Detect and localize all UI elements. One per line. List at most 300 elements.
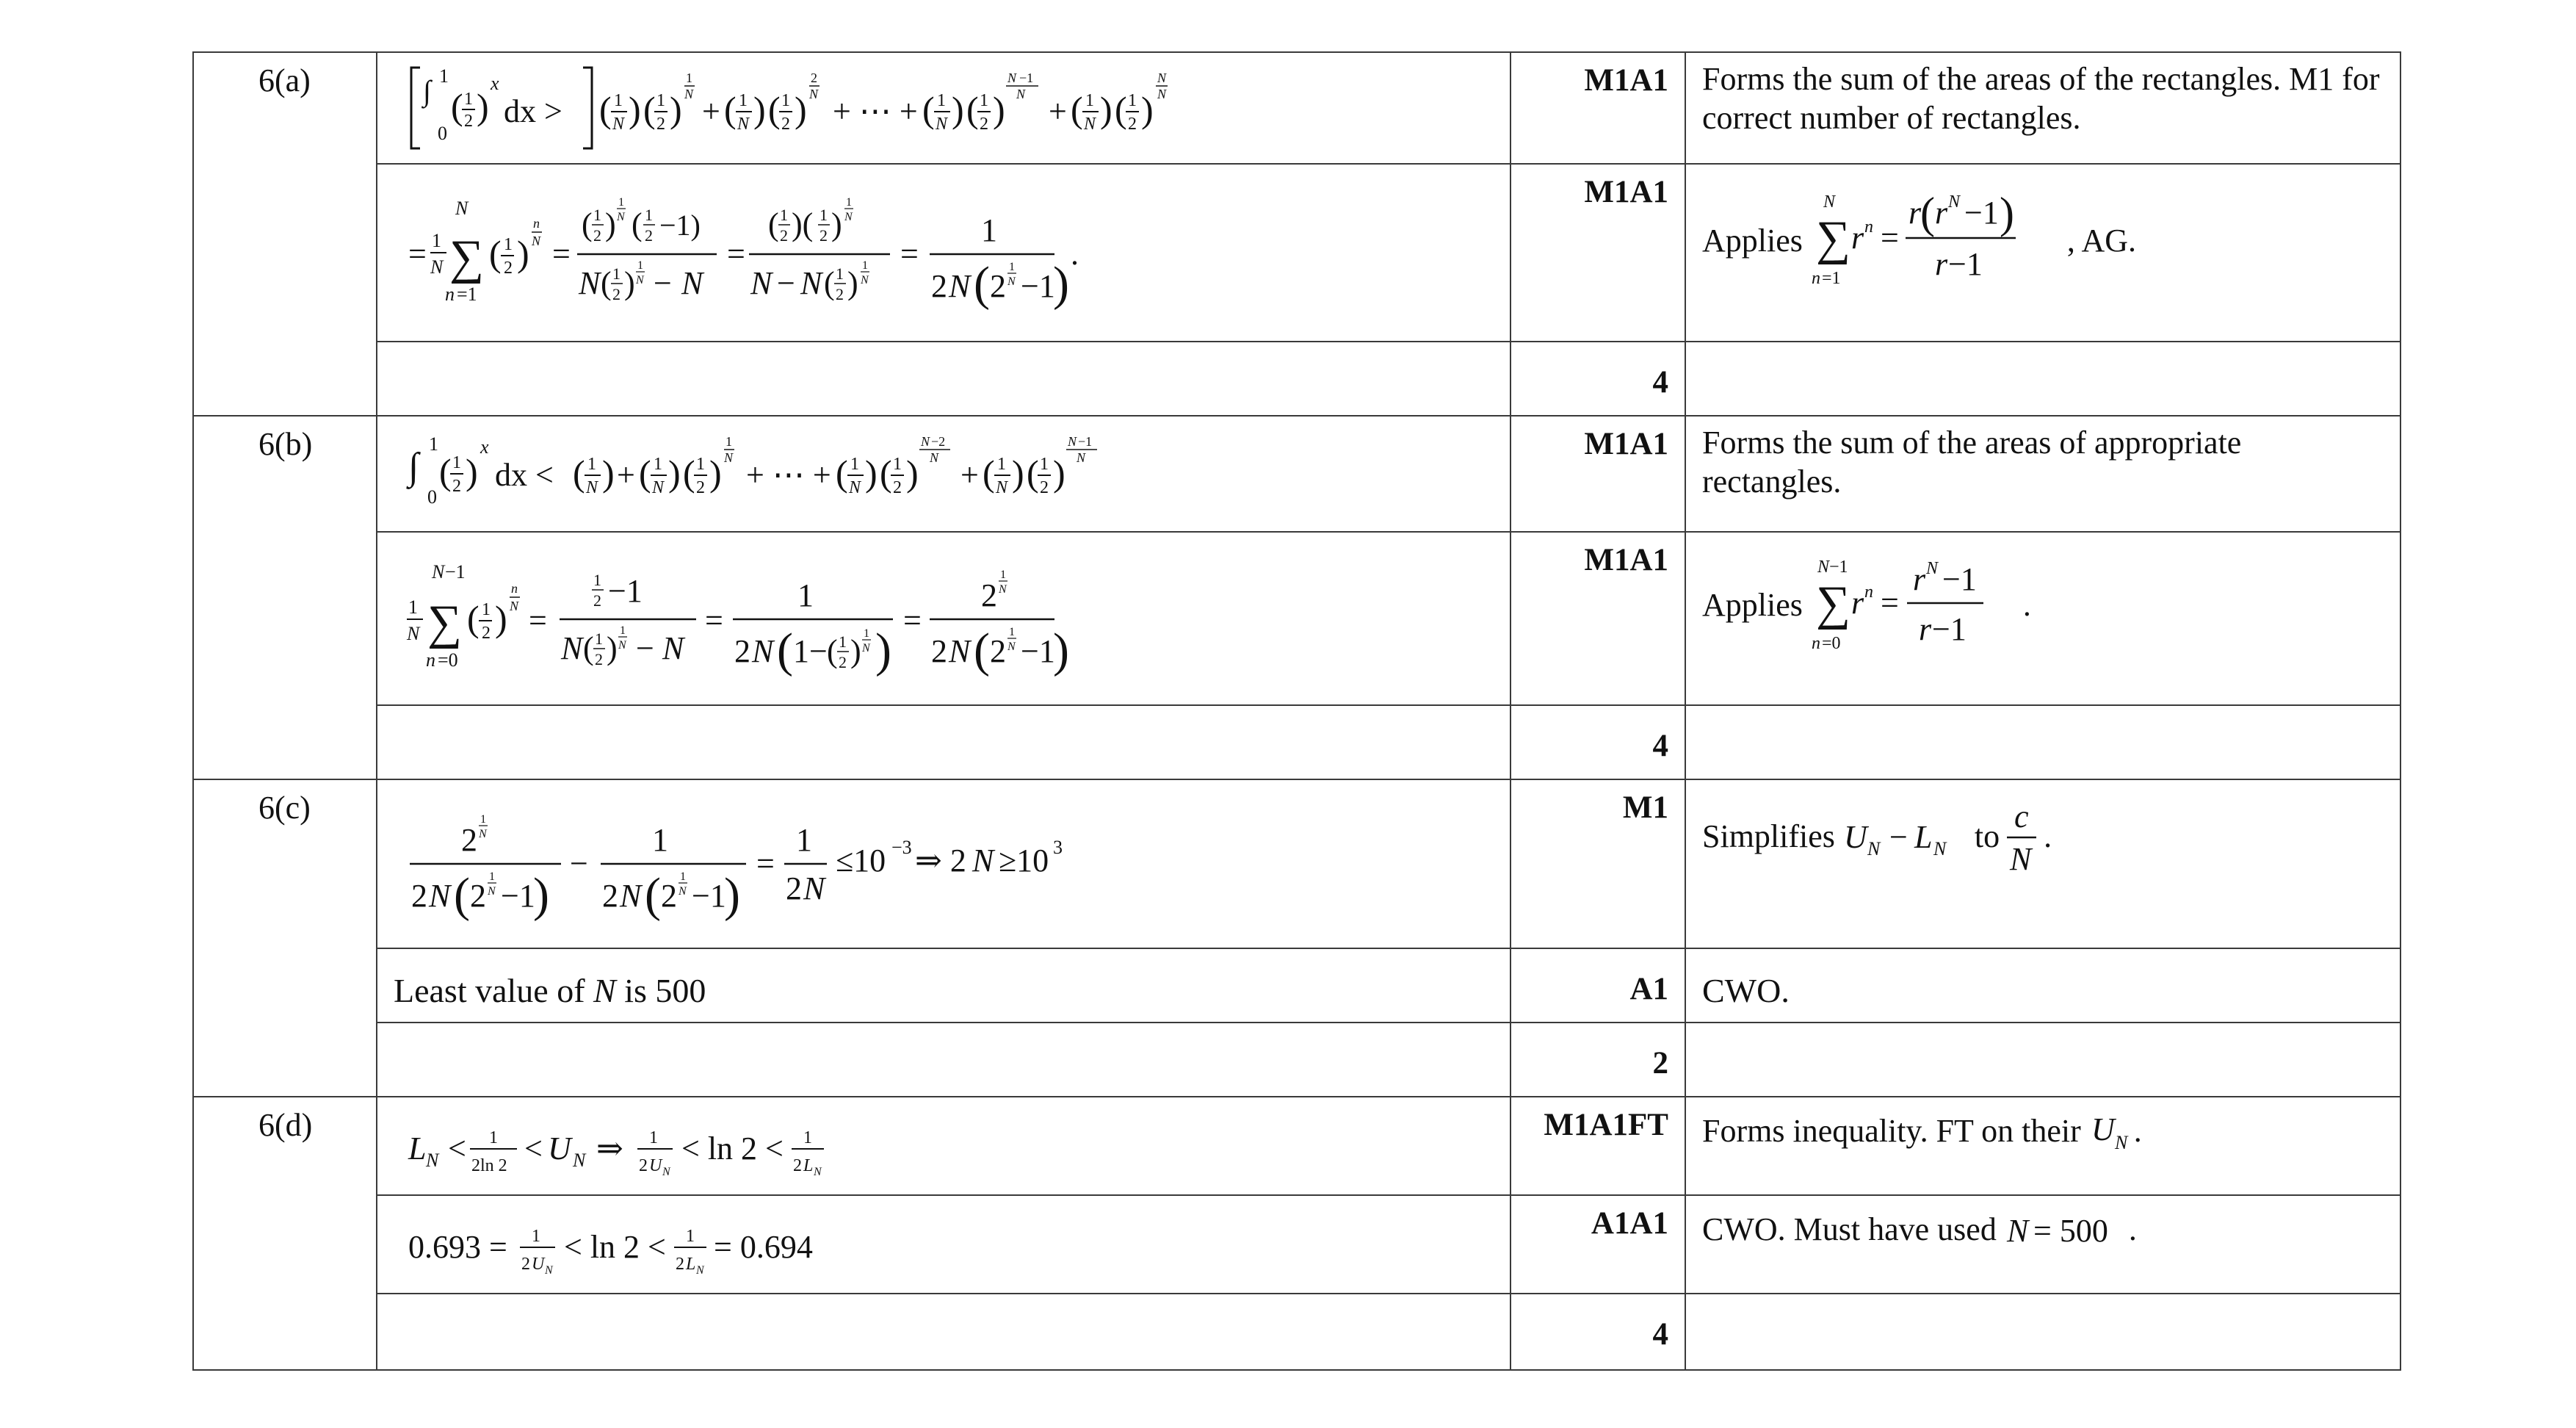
svg-text:U: U: [649, 1156, 662, 1175]
svg-text:): ): [1100, 89, 1112, 130]
svg-text:1: 1: [620, 624, 626, 637]
svg-text:2: 2: [639, 1156, 648, 1175]
svg-text:N: N: [930, 450, 939, 465]
svg-text:(: (: [824, 265, 835, 301]
guidance-cell: [1685, 1097, 2400, 1195]
table-row: [193, 1294, 2400, 1370]
svg-text:): ): [670, 89, 682, 130]
question-label: 6(d): [258, 1107, 313, 1143]
svg-text:1: 1: [1040, 455, 1049, 474]
svg-text:2: 2: [980, 115, 988, 134]
svg-text:1−: 1−: [793, 633, 828, 669]
svg-text:): ): [952, 89, 964, 130]
mark-cell: [1510, 948, 1685, 1023]
svg-text:r: r: [1850, 585, 1864, 621]
svg-text:∑: ∑: [1815, 212, 1850, 265]
svg-text:N: N: [972, 843, 994, 879]
svg-text:2: 2: [931, 268, 947, 304]
svg-text:2ln 2: 2ln 2: [471, 1156, 507, 1175]
svg-text:r: r: [1934, 195, 1948, 231]
mark-code: M1A1: [1584, 427, 1668, 461]
svg-text:< ln 2 <: < ln 2 <: [564, 1229, 666, 1265]
svg-text:(: (: [599, 89, 612, 130]
mark-cell: [1510, 1023, 1685, 1097]
answer-6a-sum-rectangles: [377, 53, 1510, 163]
svg-text:1: 1: [803, 1128, 812, 1147]
svg-text:N: N: [488, 885, 496, 898]
svg-text:1: 1: [836, 264, 844, 283]
svg-text:r: r: [1918, 611, 1932, 647]
svg-text:1: 1: [680, 870, 686, 883]
svg-text:N: N: [1007, 641, 1016, 653]
svg-text:n: n: [1864, 217, 1873, 237]
svg-text:2: 2: [452, 477, 461, 496]
svg-text:): ): [668, 452, 681, 494]
svg-text:1: 1: [480, 813, 486, 826]
svg-text:1: 1: [612, 264, 621, 283]
svg-text:N: N: [662, 1166, 670, 1178]
svg-text:N: N: [510, 599, 519, 613]
answer-cell: [377, 164, 1510, 342]
mark-cell: [1510, 705, 1685, 779]
svg-text:1: 1: [637, 259, 643, 272]
svg-text:∑: ∑: [1815, 577, 1850, 630]
svg-text:−1: −1: [445, 561, 466, 583]
svg-text:=: =: [903, 602, 922, 638]
answer-cell: [377, 1023, 1510, 1097]
svg-text:N: N: [936, 115, 948, 134]
svg-text:(: (: [1027, 452, 1039, 494]
svg-text:1: 1: [862, 259, 868, 272]
svg-text:(: (: [467, 598, 480, 639]
svg-text:1: 1: [820, 206, 828, 224]
answer-cell: [377, 948, 1510, 1023]
svg-text:2: 2: [602, 878, 618, 914]
svg-text:): ): [495, 598, 507, 639]
question-cell: [193, 779, 377, 1097]
svg-text:N: N: [803, 870, 825, 906]
svg-text:1: 1: [797, 577, 814, 613]
svg-text:2: 2: [793, 1156, 802, 1175]
svg-text:N: N: [737, 115, 750, 134]
svg-text:N: N: [1933, 838, 1947, 859]
svg-text:1: 1: [1009, 261, 1015, 273]
svg-text:(: (: [777, 624, 793, 677]
mark-cell: [1510, 342, 1685, 416]
svg-text:): ): [605, 206, 616, 242]
svg-text:N: N: [1925, 559, 1938, 578]
guidance-cell: [1685, 342, 2400, 416]
svg-text:N: N: [679, 885, 687, 898]
svg-text:1: 1: [997, 455, 1006, 474]
svg-text:N: N: [407, 623, 420, 644]
svg-text:N: N: [620, 878, 642, 914]
answer-6c-difference: [377, 780, 1510, 948]
svg-text:(: (: [880, 452, 892, 494]
svg-text:1: 1: [649, 1128, 658, 1147]
svg-text:1: 1: [850, 455, 859, 474]
c-over-n-fraction: [2000, 796, 2044, 877]
svg-text:<: <: [448, 1130, 466, 1166]
svg-text:∫: ∫: [423, 74, 431, 107]
svg-text:=: =: [529, 602, 547, 638]
svg-text:N: N: [561, 630, 583, 666]
svg-text:2: 2: [612, 285, 621, 303]
svg-text:U: U: [548, 1130, 571, 1166]
answer-6c-least-value: [377, 949, 1510, 1010]
guidance-prefix: Simplifies: [1702, 818, 1835, 854]
svg-text:): ): [831, 206, 842, 242]
svg-text:): ): [753, 89, 766, 130]
svg-text:2: 2: [676, 1255, 684, 1274]
svg-text:): ): [1053, 624, 1069, 677]
svg-text:): ): [709, 452, 722, 494]
svg-text:2: 2: [786, 870, 802, 906]
svg-text:x: x: [480, 436, 489, 458]
answer-cell: [377, 1097, 1510, 1195]
svg-text:(: (: [768, 206, 779, 242]
svg-text:r: r: [1912, 561, 1926, 597]
svg-text:1: 1: [408, 596, 418, 618]
svg-text:1: 1: [464, 90, 473, 109]
svg-text:(: (: [827, 633, 838, 669]
svg-text:2: 2: [595, 650, 603, 668]
svg-text:2: 2: [464, 112, 473, 131]
svg-text:N: N: [1077, 450, 1086, 465]
guidance-math: [1686, 780, 2400, 884]
svg-text:2: 2: [990, 633, 1006, 669]
svg-text:N: N: [1823, 192, 1835, 212]
svg-text:−1: −1: [1021, 268, 1055, 304]
svg-text:=1: =1: [457, 284, 477, 305]
svg-text:n: n: [533, 216, 540, 231]
svg-text:dx <: dx <: [495, 457, 554, 493]
svg-text:): ): [875, 624, 891, 677]
svg-text:): ): [1053, 452, 1066, 494]
svg-text:=: =: [1880, 220, 1899, 256]
svg-text:−1: −1: [1828, 558, 1848, 577]
svg-text:n: n: [445, 284, 455, 305]
svg-text:1: 1: [618, 196, 624, 209]
table-row: [193, 705, 2400, 779]
svg-text:≥10: ≥10: [999, 843, 1049, 879]
svg-text:2: 2: [839, 653, 847, 671]
svg-text:N: N: [455, 198, 468, 219]
svg-text:N: N: [573, 1150, 586, 1171]
guidance-math: [1686, 1196, 2400, 1261]
svg-text:N: N: [844, 211, 853, 223]
svg-text:(: (: [583, 630, 594, 666]
mark-code: M1A1FT: [1544, 1108, 1668, 1142]
mark-cell: [1510, 52, 1685, 164]
svg-text:2: 2: [696, 478, 705, 497]
svg-text:N: N: [752, 633, 774, 669]
svg-text:+ ⋯ +: + ⋯ +: [746, 457, 831, 493]
svg-text:1: 1: [504, 235, 513, 254]
question-label: 6(b): [258, 426, 313, 462]
table-row: [193, 52, 2400, 164]
svg-text:∫: ∫: [408, 446, 419, 488]
guidance-math: [1686, 533, 2400, 675]
guidance-cell: [1685, 1023, 2400, 1097]
table-row: [193, 342, 2400, 416]
guidance-suffix: .: [2133, 1112, 2142, 1149]
svg-text:≤10: ≤10: [836, 843, 886, 879]
guidance-suffix: .: [2044, 818, 2052, 854]
mark-cell: [1510, 532, 1685, 705]
guidance-cell: [1685, 948, 2400, 1023]
svg-text:∑: ∑: [449, 231, 485, 284]
svg-text:(: (: [724, 89, 737, 130]
svg-text:=0: =0: [438, 649, 458, 671]
svg-text:N: N: [618, 639, 626, 652]
svg-text:N: N: [1867, 838, 1881, 859]
svg-text:N: N: [681, 265, 703, 301]
svg-text:n: n: [1811, 269, 1820, 288]
svg-text:1: 1: [937, 91, 946, 110]
svg-text:L: L: [803, 1156, 814, 1175]
svg-text:1: 1: [614, 91, 623, 110]
svg-text:): ): [607, 630, 618, 666]
svg-text:r: r: [1850, 220, 1864, 256]
svg-text:c: c: [2014, 798, 2029, 834]
guidance-prefix: Applies: [1702, 222, 1803, 259]
svg-text:N: N: [1084, 115, 1096, 134]
svg-text:−: −: [777, 265, 795, 301]
svg-text:2: 2: [780, 226, 788, 245]
svg-text:1: 1: [595, 630, 603, 648]
svg-text:N: N: [809, 87, 819, 101]
svg-text:(: (: [974, 257, 990, 311]
svg-text:(: (: [1920, 189, 1935, 237]
svg-text:2: 2: [893, 478, 902, 497]
svg-text:(: (: [451, 86, 463, 127]
total-marks: 2: [1652, 1046, 1668, 1081]
mark-cell: [1510, 416, 1685, 532]
svg-text:2: 2: [593, 226, 601, 245]
guidance-text: CWO.: [1702, 972, 1790, 1009]
answer-6d-bounds: [377, 1196, 1510, 1291]
svg-text:N: N: [432, 561, 445, 583]
svg-text:L: L: [408, 1130, 427, 1166]
svg-text:−1: −1: [1078, 434, 1093, 449]
svg-text:): ): [466, 451, 478, 492]
svg-text:N: N: [429, 878, 451, 914]
guidance-cell: [1685, 1294, 2400, 1370]
svg-text:< ln 2 <: < ln 2 <: [681, 1130, 784, 1166]
svg-text:N: N: [2006, 1213, 2029, 1249]
svg-text:(: (: [922, 89, 935, 130]
svg-text:−1: −1: [1931, 611, 1967, 647]
svg-text:1: 1: [780, 206, 788, 224]
svg-text:N: N: [612, 115, 625, 134]
mark-code: M1A1: [1584, 63, 1668, 98]
mark-cell: [1510, 1097, 1685, 1195]
answer-6b-geometric-sum: [377, 533, 1510, 704]
mark-scheme-table: [192, 51, 2401, 1371]
guidance-math: [1686, 1097, 2400, 1162]
table-row: [193, 779, 2400, 948]
svg-text:=: =: [727, 236, 745, 272]
svg-text:2: 2: [521, 1255, 530, 1274]
svg-text:1: 1: [796, 822, 812, 858]
svg-text:N: N: [652, 478, 665, 497]
answer-cell: [377, 1294, 1510, 1370]
svg-text:(: (: [983, 452, 995, 494]
guidance-suffix: , AG.: [2066, 222, 2137, 259]
svg-text:2: 2: [411, 878, 427, 914]
answer-variable: N: [593, 972, 616, 1009]
svg-text:N: N: [724, 450, 734, 465]
svg-text:1: 1: [864, 627, 869, 640]
svg-text:−3: −3: [891, 837, 912, 858]
svg-text:N: N: [849, 478, 861, 497]
svg-text:1: 1: [645, 206, 653, 224]
table-row: [193, 948, 2400, 1023]
guidance-cell: [1685, 1195, 2400, 1294]
svg-text:U: U: [2091, 1111, 2115, 1147]
svg-text:1: 1: [652, 822, 668, 858]
answer-tail: is 500: [624, 972, 706, 1009]
svg-text:−1: −1: [1947, 246, 1983, 282]
svg-text:): ): [850, 633, 861, 669]
svg-text:0: 0: [427, 486, 437, 508]
svg-text:N: N: [1007, 275, 1016, 288]
svg-text:N: N: [999, 583, 1007, 596]
svg-text:N: N: [814, 1166, 822, 1178]
svg-text:N: N: [750, 265, 773, 301]
svg-text:N: N: [1817, 558, 1829, 577]
svg-text:N: N: [2010, 841, 2032, 877]
answer-cell: [377, 416, 1510, 532]
svg-text:=: =: [756, 845, 775, 881]
svg-text:−2: −2: [931, 434, 946, 449]
svg-text:): ): [724, 868, 740, 922]
svg-text:−: −: [1889, 819, 1908, 855]
mark-code: A1: [1629, 972, 1668, 1006]
guidance-mid: to: [1974, 818, 2000, 854]
svg-text:): ): [906, 452, 919, 494]
svg-text:): ): [1999, 189, 2014, 237]
table-row: [193, 532, 2400, 705]
svg-text:(: (: [645, 868, 661, 922]
svg-text:−: −: [636, 630, 654, 666]
svg-text:2: 2: [504, 259, 513, 278]
svg-text:0: 0: [438, 123, 447, 144]
svg-text:2: 2: [661, 878, 677, 914]
svg-text:(: (: [601, 265, 612, 301]
svg-text:2: 2: [645, 226, 653, 245]
svg-text:2: 2: [470, 878, 486, 914]
svg-text:N: N: [862, 642, 870, 654]
svg-text:1: 1: [439, 65, 449, 87]
svg-text:n: n: [1811, 634, 1820, 653]
answer-6b-sum-rectangles: [377, 416, 1510, 527]
svg-text:N: N: [684, 87, 694, 101]
answer-6a-geometric-sum: [377, 165, 1510, 341]
svg-text:N: N: [586, 478, 598, 497]
svg-text:N: N: [1157, 71, 1167, 85]
table-row: [193, 1023, 2400, 1097]
svg-text:.: .: [1071, 236, 1079, 272]
svg-text:(: (: [974, 624, 990, 677]
svg-text:= 500: = 500: [2033, 1213, 2108, 1249]
guidance-prefix: Applies: [1702, 586, 1803, 623]
answer-cell: [377, 779, 1510, 948]
svg-text:(: (: [643, 89, 656, 130]
svg-text:−: −: [654, 265, 672, 301]
mark-cell: [1510, 779, 1685, 948]
guidance-text: Forms the sum of the areas of the rectangles. M1 for correct number of rectangles.: [1702, 61, 2380, 136]
svg-text:): ): [533, 868, 549, 922]
svg-text:N: N: [545, 1264, 553, 1277]
svg-text:N: N: [2114, 1132, 2128, 1153]
table-row: [193, 416, 2400, 532]
svg-text:1: 1: [686, 1227, 695, 1246]
svg-text:2: 2: [820, 226, 828, 245]
guidance-suffix: .: [2022, 586, 2031, 623]
svg-text:1: 1: [739, 91, 748, 110]
geometric-series-formula: [1803, 543, 2023, 668]
svg-text:(: (: [836, 452, 848, 494]
answer-cell: [377, 705, 1510, 779]
svg-text:1: 1: [781, 91, 790, 110]
svg-text:2: 2: [461, 822, 477, 858]
svg-text:1: 1: [980, 91, 988, 110]
svg-text:1: 1: [587, 455, 596, 474]
svg-text:2: 2: [931, 633, 947, 669]
svg-text:N: N: [430, 256, 444, 278]
guidance-cell: [1685, 532, 2400, 705]
svg-text:2: 2: [1040, 478, 1049, 497]
guidance-prefix: Forms inequality. FT on their: [1702, 1112, 2081, 1149]
svg-text:=: =: [705, 602, 723, 638]
svg-text:+: +: [702, 93, 720, 129]
answer-6d-inequality: [377, 1097, 1510, 1193]
svg-text:=: =: [408, 236, 427, 272]
svg-text:L: L: [1914, 819, 1933, 855]
guidance-cell: [1685, 164, 2400, 342]
mark-code: M1A1: [1584, 175, 1668, 209]
svg-text:⇒: ⇒: [596, 1130, 623, 1166]
svg-text:)(: )(: [792, 206, 814, 242]
svg-text:(: (: [1071, 89, 1083, 130]
svg-text:(: (: [489, 233, 502, 274]
guidance-math: [1686, 165, 2400, 314]
svg-text:N: N: [696, 1264, 704, 1277]
svg-text:): ): [865, 452, 878, 494]
svg-text:1: 1: [432, 230, 441, 251]
mark-cell: [1510, 1294, 1685, 1370]
svg-text:2: 2: [734, 633, 750, 669]
svg-text:): ): [1053, 257, 1069, 311]
table-row: [193, 1195, 2400, 1294]
question-label: 6(a): [258, 62, 311, 98]
svg-text:): ): [624, 265, 635, 301]
svg-text:N: N: [426, 1150, 439, 1171]
svg-text:−1: −1: [1942, 561, 1977, 597]
guidance-prefix: CWO. Must have used: [1702, 1211, 1997, 1247]
svg-text:N: N: [532, 234, 541, 248]
question-label: 6(c): [258, 790, 311, 826]
svg-text:2: 2: [1128, 115, 1137, 134]
svg-text:1: 1: [839, 632, 847, 651]
svg-text:+: +: [617, 457, 635, 493]
svg-text:N: N: [996, 478, 1008, 497]
svg-text:(: (: [573, 452, 585, 494]
svg-text:2: 2: [482, 624, 491, 643]
question-cell: [193, 1097, 377, 1370]
